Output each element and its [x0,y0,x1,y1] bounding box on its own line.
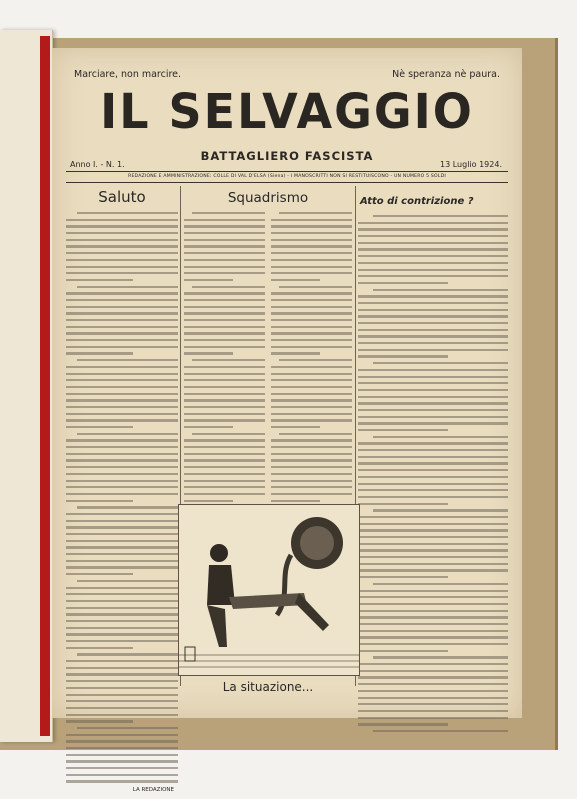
text-line [66,239,178,241]
header-rule-top [66,171,508,172]
text-line [184,366,265,368]
text-line [271,379,352,381]
text-line [271,299,352,301]
text-line [358,690,508,692]
text-line [358,248,508,250]
text-line [184,446,265,448]
text-line [66,466,178,468]
text-line [373,730,508,732]
text-line [184,319,265,321]
text-line [358,329,508,331]
text-line [271,386,352,388]
column-saluto [66,186,178,799]
text-line [66,393,178,395]
text-line [279,286,352,288]
text-line [66,640,178,642]
text-line [358,549,508,551]
text-line [271,366,352,368]
text-line [184,352,233,354]
text-line [358,282,448,284]
text-line [271,413,352,415]
text-line [66,439,178,441]
text-line [358,489,508,491]
text-line [184,493,265,495]
text-line [66,306,178,308]
text-line [271,346,352,348]
text-line [271,239,352,241]
text-line [358,469,508,471]
text-line [66,707,178,709]
text-line [66,366,178,368]
text-line [358,355,448,357]
text-line [358,335,508,337]
text-line [271,266,352,268]
text-line [279,359,352,361]
text-line [66,573,133,575]
text-line [358,342,508,344]
text-line [358,683,508,685]
text-line [66,780,178,782]
text-line [77,359,178,361]
text-line [358,315,508,317]
text-line [358,449,508,451]
text-line [271,480,352,482]
text-line [66,339,178,341]
text-line [184,299,265,301]
text-line [184,453,265,455]
text-line [271,245,352,247]
text-line [184,326,265,328]
text-line [66,326,178,328]
text-line [66,546,178,548]
text-line [77,506,178,508]
text-line [271,473,352,475]
text-line [192,212,265,214]
text-line [358,536,508,538]
text-line [358,322,508,324]
text-line [66,272,178,274]
text-line [271,259,352,261]
text-line [184,266,265,268]
text-line [184,500,233,502]
text-line [358,382,508,384]
text-line [358,416,508,418]
text-line [66,620,178,622]
text-line [66,473,178,475]
text-line [184,399,265,401]
text-line [184,346,265,348]
text-line [271,466,352,468]
text-line [358,275,508,277]
text-line [358,228,508,230]
text-line [66,379,178,381]
masthead-title: IL SELVAGGIO [100,82,474,140]
text-line [66,720,133,722]
text-line [358,523,508,525]
text-line [66,500,133,502]
text-line [192,433,265,435]
text-line [184,312,265,314]
text-line [271,419,352,421]
text-line [271,393,352,395]
text-line [271,332,352,334]
text-line [66,734,178,736]
text-line [184,339,265,341]
text-line [66,533,178,535]
text-line [271,232,352,234]
text-line [271,272,352,274]
text-line [66,419,178,421]
text-line [77,286,178,288]
text-line [358,723,448,725]
text-line [66,386,178,388]
woodcut-figure-image [179,505,359,675]
text-line [77,580,178,582]
issue-date: 13 Luglio 1924. [440,160,502,169]
text-line [66,553,178,555]
editorial-info: REDAZIONE E AMMINISTRAZIONE: COLLE DI VAL D'ELSA (Siena) - I MANOSCRITTI NON SI RESTITUISCONO - UN NUMERO 5 SOLDI [128,174,446,179]
text-line [358,483,508,485]
text-line [66,747,178,749]
text-line [358,295,508,297]
text-line [66,520,178,522]
text-line [358,422,508,424]
text-line [66,607,178,609]
text-line [66,413,178,415]
text-line [271,453,352,455]
text-line [358,663,508,665]
text-line [271,319,352,321]
text-line [358,610,508,612]
text-line [66,352,133,354]
text-line [184,413,265,415]
text-line [66,526,178,528]
text-line [184,406,265,408]
text-line [77,433,178,435]
text-line [271,252,352,254]
text-line [358,616,508,618]
text-line [66,774,178,776]
text-line [66,486,178,488]
text-line [66,225,178,227]
text-line [66,667,178,669]
text-line [184,480,265,482]
text-line [271,493,352,495]
text-line [358,309,508,311]
text-line [373,656,508,658]
text-line [66,767,178,769]
text-line [373,289,508,291]
text-line [66,740,178,742]
text-line [358,643,508,645]
text-line [271,399,352,401]
text-line [66,279,133,281]
text-line [66,687,178,689]
text-line [66,587,178,589]
text-line [358,496,508,498]
masthead-subtitle: BATTAGLIERO FASCISTA [200,149,374,163]
text-line [66,700,178,702]
text-line [66,299,178,301]
text-line [358,262,508,264]
text-line [358,576,448,578]
text-line [77,212,178,214]
text-line [184,332,265,334]
text-line [66,426,133,428]
text-line [66,613,178,615]
text-line [271,279,320,281]
article-body-atto [358,215,508,732]
text-line [192,359,265,361]
text-line [271,219,352,221]
text-line [358,569,508,571]
text-line [358,529,508,531]
text-line [358,670,508,672]
text-line [358,697,508,699]
column-squadrismo [184,186,352,520]
text-line [66,647,133,649]
text-line [66,566,178,568]
text-line [66,480,178,482]
text-line [184,419,265,421]
text-line [192,286,265,288]
text-line [358,389,508,391]
text-line [184,292,265,294]
text-line [358,349,508,351]
text-line [358,596,508,598]
text-line [66,373,178,375]
article-body-squadrismo-a [184,212,265,506]
text-line [358,269,508,271]
text-line [66,292,178,294]
text-line [184,225,265,227]
text-line [271,426,320,428]
text-line [279,433,352,435]
text-line [358,456,508,458]
binding-strip [40,36,50,736]
text-line [271,225,352,227]
article-title-squadrismo: Squadrismo [227,190,309,206]
text-line [358,516,508,518]
text-line [358,396,508,398]
text-line [358,369,508,371]
text-line [271,439,352,441]
column-atto [358,186,508,737]
text-line [373,362,508,364]
newspaper-page [52,48,522,794]
text-line [358,429,448,431]
text-line [358,703,508,705]
text-line [66,332,178,334]
article-body-squadrismo-b [271,212,352,506]
text-line [77,727,178,729]
text-line [358,222,508,224]
text-line [184,426,233,428]
text-line [184,473,265,475]
text-line [184,379,265,381]
text-line [66,245,178,247]
text-line [66,600,178,602]
article-title-saluto: Saluto [98,188,146,206]
text-line [184,219,265,221]
text-line [358,376,508,378]
header-rule-bottom [66,182,508,183]
text-line [66,219,178,221]
text-line [279,212,352,214]
text-line [358,590,508,592]
illustration-caption: La situazione... [222,680,314,694]
text-line [271,446,352,448]
text-line [66,493,178,495]
text-line [358,676,508,678]
text-line [184,245,265,247]
text-line [184,486,265,488]
text-line [184,386,265,388]
text-line [373,509,508,511]
text-line [358,409,508,411]
text-line [184,272,265,274]
text-line [184,393,265,395]
text-line [358,302,508,304]
text-line [77,653,178,655]
text-line [184,306,265,308]
text-line [66,459,178,461]
text-line [271,306,352,308]
text-line [373,436,508,438]
text-line [66,673,178,675]
issue-number: Anno I. - N. 1. [70,160,125,169]
motto-left: Marciare, non marcire. [74,69,182,80]
text-line [66,633,178,635]
text-line [184,252,265,254]
article-body-saluto [66,212,178,783]
text-line [66,399,178,401]
article-title-atto: Atto di contrizione ? [360,196,474,207]
text-line [66,660,178,662]
text-line [358,623,508,625]
text-line [184,373,265,375]
text-line [358,630,508,632]
text-line [66,259,178,261]
text-line [184,259,265,261]
text-line [184,239,265,241]
text-line [358,603,508,605]
text-line [358,710,508,712]
text-line [358,556,508,558]
text-line [271,500,320,502]
text-line [66,312,178,314]
text-line [66,760,178,762]
text-line [271,312,352,314]
text-line [66,714,178,716]
text-line [66,266,178,268]
text-line [358,503,448,505]
text-line [358,402,508,404]
text-line [358,543,508,545]
text-line [358,235,508,237]
text-line [271,352,320,354]
text-line [66,453,178,455]
text-line [271,373,352,375]
text-line [66,406,178,408]
text-line [358,442,508,444]
text-line [66,513,178,515]
text-line [358,242,508,244]
text-line [358,255,508,257]
text-line [373,583,508,585]
text-line [358,636,508,638]
text-line [184,279,233,281]
text-line [66,446,178,448]
text-line [66,680,178,682]
text-line [271,339,352,341]
motto-right: Nè speranza nè paura. [392,69,500,80]
text-line [358,476,508,478]
text-line [271,459,352,461]
text-line [66,593,178,595]
text-line [66,754,178,756]
text-line [184,459,265,461]
text-line [271,486,352,488]
text-line [271,326,352,328]
text-line [66,540,178,542]
text-line [271,406,352,408]
text-line [66,346,178,348]
text-line [66,252,178,254]
text-line [66,232,178,234]
text-line [184,232,265,234]
illustration [178,504,360,676]
text-line [358,462,508,464]
text-line [373,215,508,217]
text-line [66,560,178,562]
text-line [271,292,352,294]
text-line [358,717,508,719]
text-line [66,694,178,696]
text-line [184,466,265,468]
text-line [66,627,178,629]
text-line [184,439,265,441]
article-signature: LA REDAZIONE [132,787,174,794]
text-line [66,319,178,321]
text-line [358,563,508,565]
text-line [358,650,448,652]
